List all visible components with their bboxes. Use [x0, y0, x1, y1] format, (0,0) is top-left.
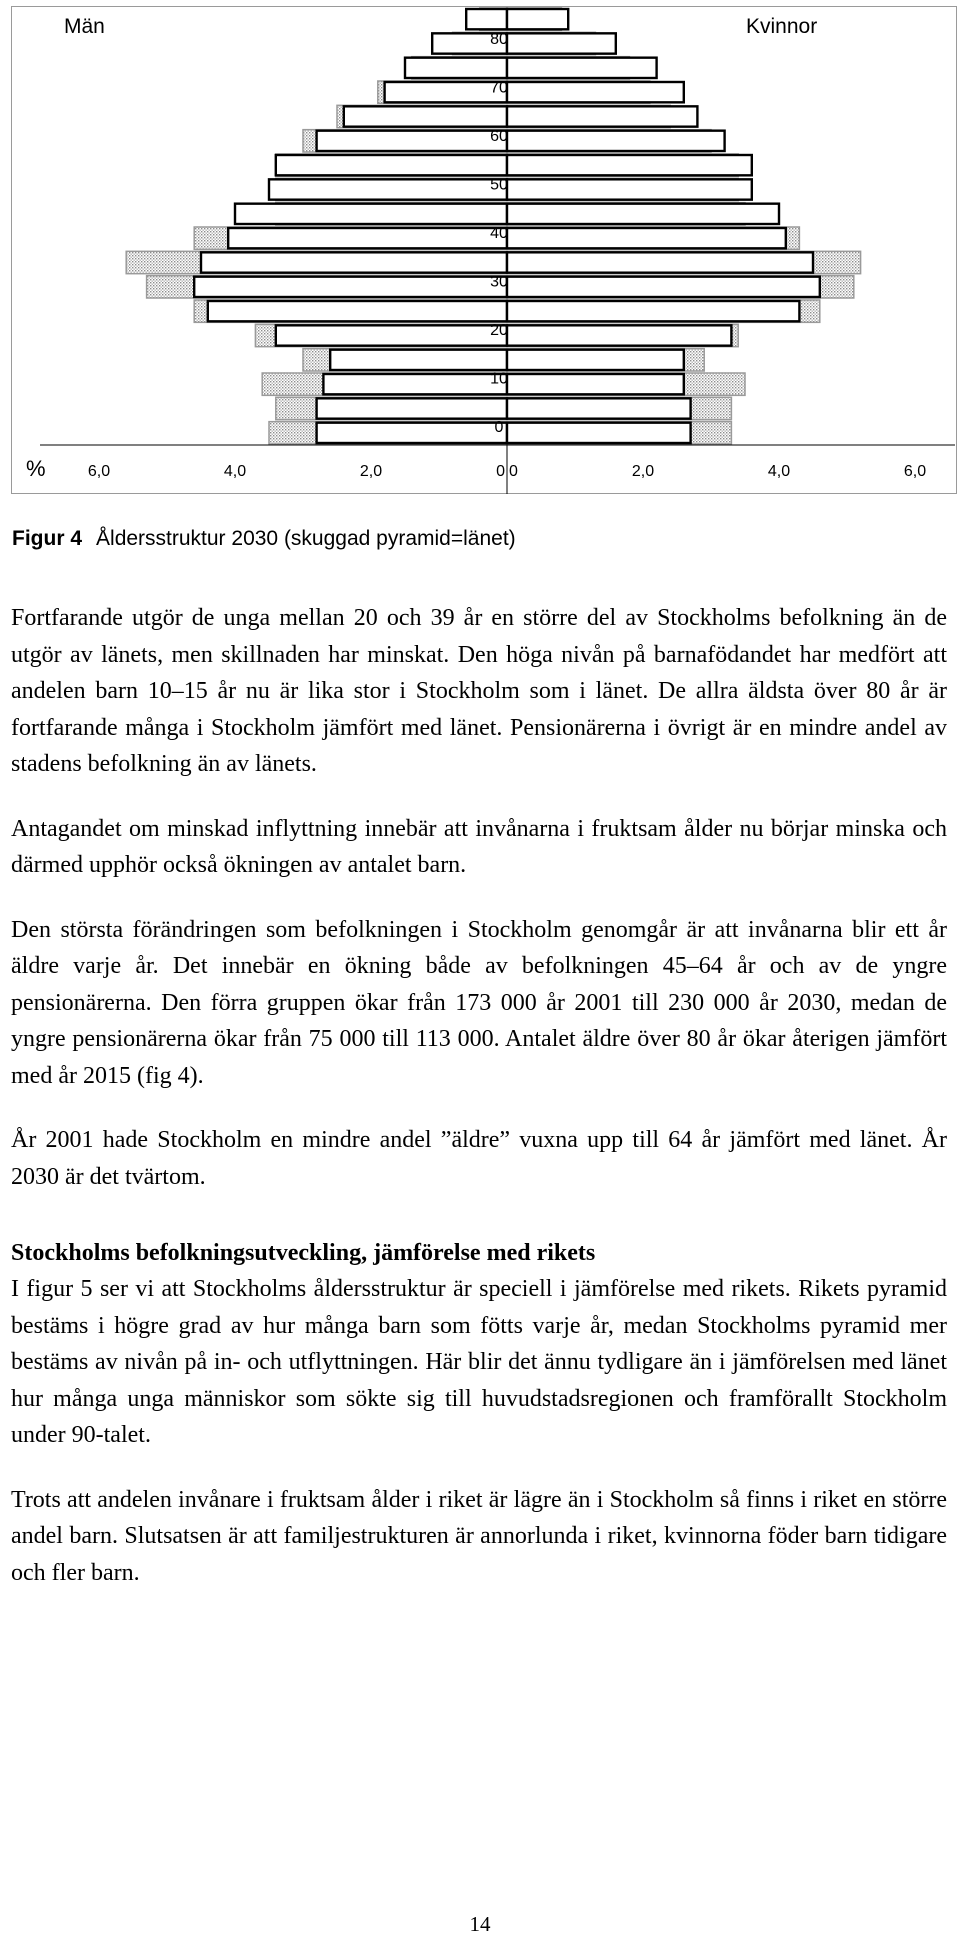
- age-tick-label-80: 80: [490, 31, 508, 48]
- section-heading: Stockholms befolkningsutveckling, jämförelse med rikets: [11, 1240, 596, 1266]
- stockholm-bar-men-65-69: [344, 106, 507, 126]
- stockholm-bar-men-30-34: [194, 277, 507, 297]
- men-label: Män: [64, 15, 105, 38]
- stockholm-bar-men-15-19: [330, 350, 507, 370]
- stockholm-bar-men-40-44: [228, 228, 507, 248]
- stockholm-bar-women-20-24: [507, 325, 731, 345]
- stockholm-bar-women-30-34: [507, 277, 820, 297]
- paragraph-1: Fortfarande utgör de unga mellan 20 och 39 år en större del av Stockholms befolkning än de utgör av länets, men skillnaden har minskat. Den höga nivån på barnafödandet har medfört att andelen barn 10–15 år nu är lika stor i Stockholm som i länet. De allra äldsta över 80 år är fortfarande många i Stockholm jämfört med länet. Pensionärerna i övrigt är en mindre andel av stadens befolkning än av länets.: [11, 605, 947, 777]
- stockholm-bar-women-80-84: [507, 33, 616, 53]
- stockholm-bar-women-10-14: [507, 374, 684, 394]
- body-text: [11, 600, 947, 1619]
- stockholm-bar-women-50-54: [507, 179, 752, 199]
- x-tick-label-left-3: 0: [496, 463, 505, 480]
- women-label: Kvinnor: [746, 15, 818, 38]
- stockholm-bar-women-85plus: [507, 9, 568, 29]
- stockholm-bar-women-0-4: [507, 423, 691, 443]
- age-tick-label-70: 70: [490, 79, 508, 97]
- x-tick-label-left-1: 4,0: [223, 463, 247, 480]
- x-tick-label-left-0: 6,0: [87, 463, 111, 480]
- section-paragraph-2: Trots att andelen invånare i fruktsam ålder i riket är lägre än i Stockholm så finns i riket en större andel barn. Slutsatsen är att familjestrukturen är annorlunda i riket, kvinnorna föder barn tidigare och fler barn.: [11, 1486, 947, 1586]
- stockholm-bar-women-60-64: [507, 131, 725, 151]
- age-tick-label-0: 0: [494, 419, 504, 436]
- age-tick-label-50: 50: [490, 176, 508, 194]
- age-tick-label-60: 60: [490, 128, 508, 145]
- x-tick-label-right-3: 6,0: [903, 463, 927, 480]
- stockholm-bar-women-5-9: [507, 398, 691, 418]
- paragraph-2: Antagandet om minskad inflyttning innebär att invånarna i fruktsam ålder nu börjar minska och därmed upphör också ökningen av antalet barn.: [11, 815, 947, 878]
- stockholm-bar-men-60-64: [317, 131, 507, 151]
- stockholm-bar-men-0-4: [317, 423, 507, 443]
- paragraph-4: År 2001 hade Stockholm en mindre andel ”äldre” vuxna upp till 64 år jämfört med länet. År 2030 är det tvärtom.: [11, 1127, 947, 1190]
- stockholm-bar-women-15-19: [507, 350, 684, 370]
- percent-label: %: [26, 456, 46, 481]
- stockholm-bar-women-70-74: [507, 82, 684, 102]
- stockholm-bar-men-85plus: [466, 9, 507, 29]
- stockholm-bar-men-20-24: [276, 325, 507, 345]
- x-tick-label-right-1: 2,0: [631, 463, 655, 480]
- age-tick-label-10: 10: [490, 370, 508, 388]
- x-tick-label-right-2: 4,0: [767, 463, 791, 480]
- stockholm-bar-men-50-54: [269, 176, 508, 199]
- figure-caption: [12, 527, 952, 551]
- x-tick-label-left-2: 2,0: [359, 463, 383, 480]
- stockholm-bar-men-55-59: [276, 155, 507, 175]
- stockholm-bar-men-35-39: [201, 252, 507, 272]
- age-tick-label-30: 30: [490, 273, 508, 291]
- stockholm-bar-men-45-49: [235, 204, 507, 224]
- stockholm-bar-women-75-79: [507, 58, 657, 78]
- section-paragraph-1: I figur 5 ser vi att Stockholms åldersstruktur är speciell i jämförelse med rikets. Rikets pyramid bestäms i högre grad av hur många barn som fötts varje år, medan Stockholms pyramid mer bestäms av nivån på in- och utflyttningen. Här blir det ännu tydligare än i jämförelsen med länet hur många unga människor som sökte sig till huvudstadsregionen och framförallt Stockholm under 90-talet.: [11, 1276, 947, 1448]
- population-pyramid-chart: [0, 0, 960, 500]
- stockholm-bar-men-70-74: [385, 79, 508, 102]
- figure-title: Åldersstruktur 2030 (skuggad pyramid=länet): [96, 527, 516, 550]
- x-tick-label-right-0: 0: [509, 463, 518, 480]
- stockholm-bar-men-10-14: [323, 374, 507, 394]
- age-tick-label-40: 40: [490, 225, 508, 242]
- stockholm-bar-women-65-69: [507, 106, 697, 126]
- stockholm-bar-women-25-29: [507, 301, 799, 321]
- stockholm-bar-men-5-9: [317, 398, 507, 418]
- stockholm-bar-men-25-29: [208, 301, 507, 321]
- age-tick-label-20: 20: [490, 322, 508, 339]
- page-number: 14: [469, 1912, 491, 1936]
- figure-label: Figur 4: [12, 527, 83, 550]
- paragraph-3: Den största förändringen som befolkningen i Stockholm genomgår är att invånarna blir ett år äldre varje år. Det innebär en ökning både av befolkningen 45–64 år och av de yngre pensionärerna. Den förra gruppen ökar från 173 000 år 2001 till 230 000 år 2030, medan de yngre pensionärerna ökar från 75 000 till 113 000. Antalet äldre över 80 år ökar återigen jämfört med år 2015 (fig 4).: [11, 916, 947, 1089]
- stockholm-bar-men-75-79: [405, 58, 507, 78]
- stockholm-bar-women-40-44: [507, 228, 786, 248]
- stockholm-bar-women-45-49: [507, 204, 779, 224]
- stockholm-bar-women-55-59: [507, 155, 752, 175]
- stockholm-bar-women-35-39: [507, 252, 813, 272]
